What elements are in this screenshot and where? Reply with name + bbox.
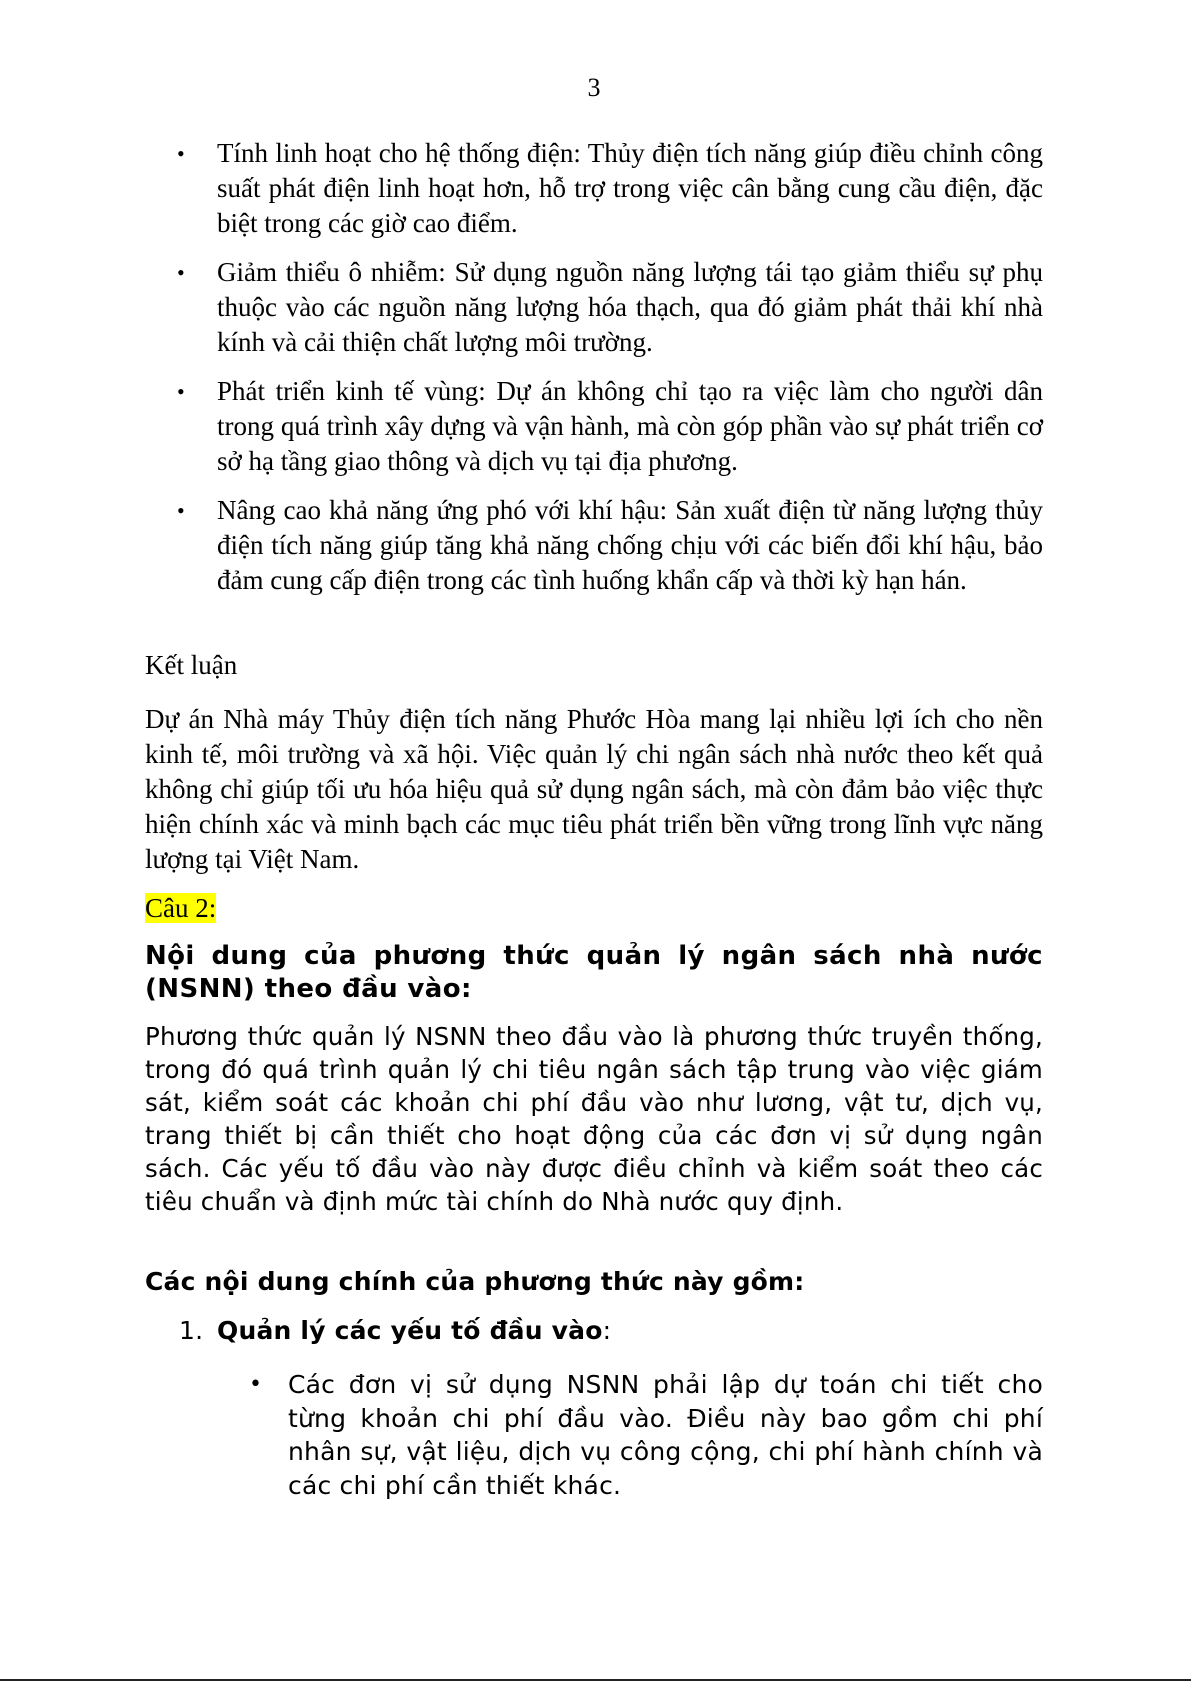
page-bottom-divider	[0, 1679, 1191, 1681]
bullet-icon: •	[177, 141, 185, 166]
page-number: 3	[587, 73, 601, 102]
bullet-item	[145, 255, 1043, 360]
bullet-item	[145, 374, 1043, 479]
subsection-heading: Các nội dung chính của phương thức này gồm:	[145, 1267, 805, 1296]
bullet-text: Tính linh hoạt cho hệ thống điện: Thủy điện tích năng giúp điều chỉnh công suất phát điện linh hoạt hơn, hỗ trợ trong việc cân bằng cung cầu điện, đặc biệt trong các giờ cao điểm.	[217, 138, 1043, 238]
question-label	[145, 891, 216, 926]
question-label-highlight: Câu 2:	[145, 893, 217, 923]
section-paragraph: Phương thức quản lý NSNN theo đầu vào là phương thức truyền thống, trong đó quá trình quản lý chi tiêu ngân sách tập trung vào việc giám sát, kiểm soát các khoản chi phí đầu vào như lương, vật tư, dịch vụ, trang thiết bị cần thiết cho hoạt động của các đơn vị sử dụng ngân sách. Các yếu tố đầu vào này được điều chỉnh và kiểm soát theo các tiêu chuẩn và định mức tài chính do Nhà nước quy định.	[145, 1022, 1043, 1216]
bullet-item	[145, 493, 1043, 598]
sub-bullet-text: Các đơn vị sử dụng NSNN phải lập dự toán chi tiết cho từng khoản chi phí đầu vào. Điều này bao gồm chi phí nhân sự, vật liệu, dịch vụ công cộng, chi phí hành chính và các chi phí cần thiết khác.	[288, 1370, 1043, 1500]
bullet-icon: •	[177, 498, 185, 523]
ordered-list-number: 1.	[179, 1316, 204, 1345]
bullet-text: Nâng cao khả năng ứng phó với khí hậu: Sản xuất điện từ năng lượng thủy điện tích năng giúp tăng khả năng chống chịu với các biến đổi khí hậu, bảo đảm cung cấp điện trong các tình huống khẩn cấp và thời kỳ hạn hán.	[217, 495, 1043, 595]
benefits-bullet-list	[145, 136, 1043, 612]
bullet-icon: •	[177, 379, 185, 404]
ordered-list-title: Quản lý các yếu tố đầu vào	[217, 1316, 603, 1345]
sub-bullet-icon: •	[249, 1372, 262, 1397]
conclusion-paragraph: Dự án Nhà máy Thủy điện tích năng Phước Hòa mang lại nhiều lợi ích cho nền kinh tế, môi trường và xã hội. Việc quản lý chi ngân sách nhà nước theo kết quả không chỉ giúp tối ưu hóa hiệu quả sử dụng ngân sách, mà còn đảm bảo việc thực hiện chính xác và minh bạch các mục tiêu phát triển bền vững trong lĩnh vực năng lượng tại Việt Nam.	[145, 704, 1043, 874]
bullet-icon: •	[177, 260, 185, 285]
bullet-item	[145, 136, 1043, 241]
conclusion-heading: Kết luận	[145, 650, 238, 680]
bullet-text: Phát triển kinh tế vùng: Dự án không chỉ tạo ra việc làm cho người dân trong quá trình xây dựng và vận hành, mà còn góp phần vào sự phát triển cơ sở hạ tầng giao thông và dịch vụ tại địa phương.	[217, 376, 1043, 476]
bullet-text: Giảm thiểu ô nhiễm: Sử dụng nguồn năng lượng tái tạo giảm thiểu sự phụ thuộc vào các nguồn năng lượng hóa thạch, qua đó giảm phát thải khí nhà kính và cải thiện chất lượng môi trường.	[217, 257, 1043, 357]
ordered-list-item	[179, 1314, 611, 1347]
ordered-list-suffix: :	[602, 1316, 612, 1345]
section-heading: Nội dung của phương thức quản lý ngân sách nhà nước (NSNN) theo đầu vào:	[145, 941, 1043, 1004]
